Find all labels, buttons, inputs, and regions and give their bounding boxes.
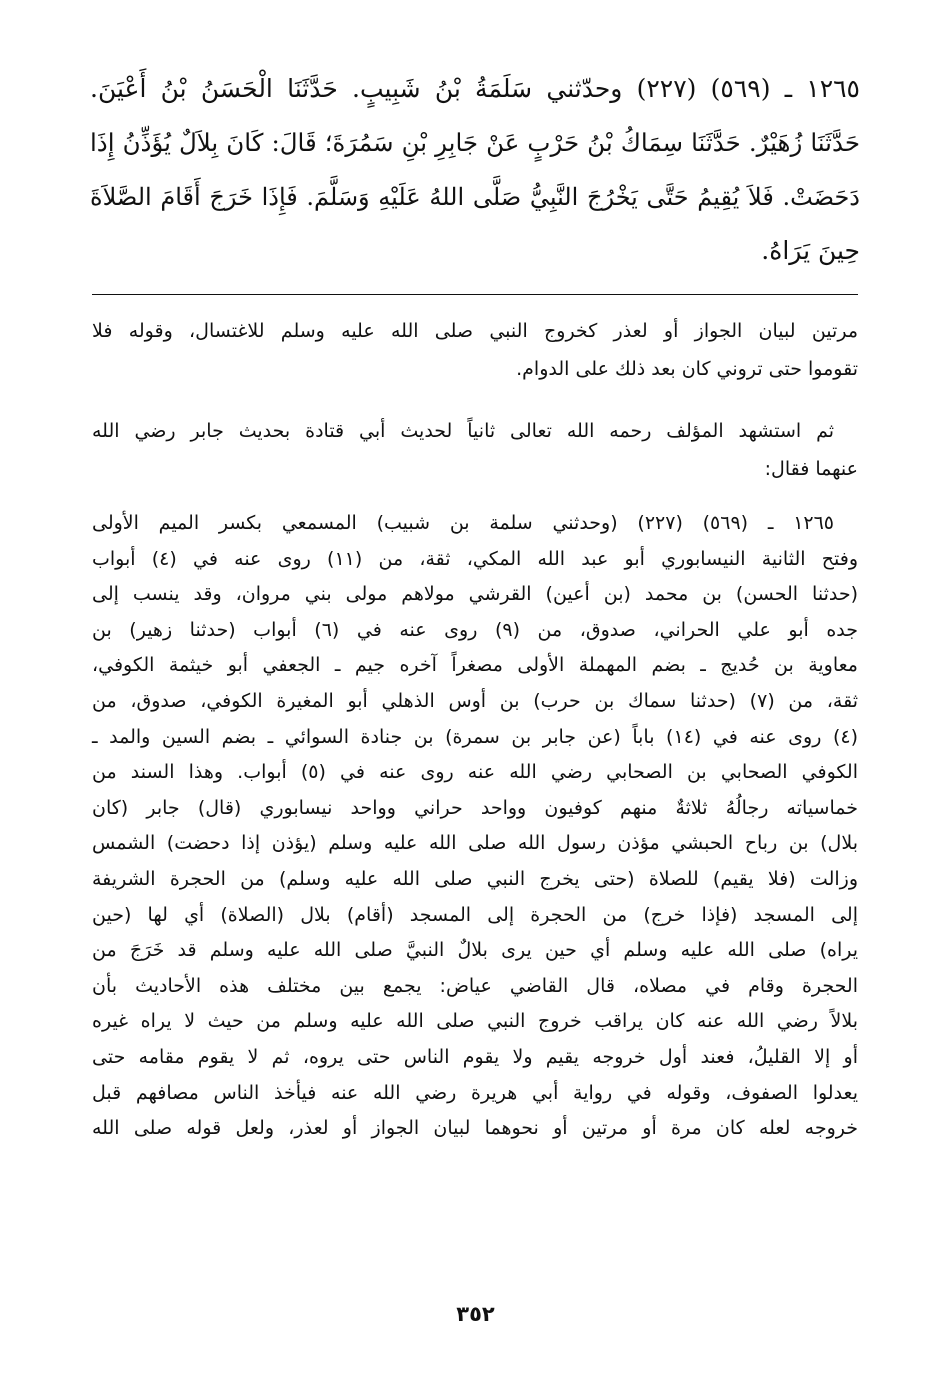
commentary-line: أو إلا القليلُ، فعند أول خروجه يقيم ولا يقوم الناس حتى يروه، ثم لا يقوم مقامه حتى	[92, 1045, 858, 1068]
commentary-line: يعدلوا الصفوف، وقوله في رواية أبي هريرة رضي الله عنه فيأخذ الناس مصافهم قبل	[92, 1081, 858, 1104]
commentary-line: بلال) بن رباح الحبشي مؤذن رسول الله صلى الله عليه وسلم (يؤذن إذا دحضت) الشمس	[92, 832, 858, 855]
commentary-line: بلالاً رضي الله عنه كان يراقب خروج النبي صلى الله عليه وسلم من حيث لا يراه غيره	[92, 1010, 858, 1033]
commentary-line: (حدثنا الحسن) بن محمد (بن أعين) القرشي مولاهم مولى بني مروان، وقد ينسب إلى	[92, 583, 858, 606]
hadith-line: حِينَ يَرَاهُ.	[761, 236, 860, 265]
commentary-line: يراه) صلى الله عليه وسلم أي حين يرى بلالٌ النبيَّ صلى الله عليه وسلم قد خَرَجَ من	[92, 939, 858, 962]
commentary-line: مرتين لبيان الجواز أو لعذر كخروج النبي صلى الله عليه وسلم للاغتسال، وقوله فلا	[92, 320, 858, 342]
commentary-paragraph	[92, 412, 858, 488]
commentary-line: جده أبو علي الحراني، صدوق، من (٩) روى عنه في (٦) أبواب (حدثنا زهير) بن	[92, 618, 858, 641]
hadith-line: حَدَّثَنَا زُهَيْرٌ. حَدَّثَنَا سِمَاكُ بْنُ حَرْبٍ عَنْ جَابِرِ بْنِ سَمُرَةَ؛ قَالَ: كَانَ بِلاَلٌ يُؤَذِّنُ إِذَا	[90, 128, 860, 157]
commentary-line: إلى المسجد (فإذا خرج) من الحجرة إلى المسجد (أقام) بلال (الصلاة) أي لها (حين	[92, 903, 858, 926]
page-number: ٣٥٢	[456, 1302, 495, 1326]
commentary-line: عنهما فقال:	[764, 458, 858, 480]
commentary-line: وزالت (فلا يقيم) للصلاة (حتى يخرج النبي صلى الله عليه وسلم) من الحجرة الشريفة	[92, 867, 858, 890]
commentary-line: الحجرة وقام في مصلاه، قال القاضي عياض: يجمع بين مختلف هذه الأحاديث بأن	[92, 974, 858, 997]
commentary-paragraph	[92, 312, 858, 388]
commentary-line: الكوفي الصحابي بن الصحابي رضي الله عنه روى عنه في (٥) أبواب. وهذا السند من	[92, 761, 858, 784]
commentary-paragraph	[92, 506, 858, 1147]
commentary-line: وفتح الثانية النيسابوري أبو عبد الله المكي، ثقة، من (١١) روى عنه في (٤) أبواب	[92, 547, 858, 570]
commentary-line: تقوموا حتى تروني كان بعد ذلك على الدوام.	[516, 358, 858, 380]
commentary-line: خماسياته رجالُهُ ثلاثةٌ منهم كوفيون وواحد حراني وواحد نيسابوري (قال) جابر (كان	[92, 796, 858, 819]
section-divider	[92, 294, 858, 295]
hadith-line: ١٢٦٥ ـ (٥٦٩) (٢٢٧) وحدّثني سَلَمَةُ بْنُ شَبِيبٍ. حَدَّثَنَا الْحَسَنُ بْنُ أَعْيَنَ.	[90, 74, 860, 103]
hadith-line: دَحَضَتْ. فَلاَ يُقِيمُ حَتَّى يَخْرُجَ النَّبِيُّ صَلَّى اللهُ عَلَيْهِ وَسَلَّمَ. فَإِذَا خَرَجَ أَقَامَ الصَّلاَةَ	[90, 183, 860, 211]
commentary-line: ثم استشهد المؤلف رحمه الله تعالى ثانياً لحديث أبي قتادة بحديث جابر رضي الله	[92, 420, 834, 442]
commentary-line: (٤) روى عنه في (١٤) باباً (عن جابر بن سمرة) بن جنادة السوائي ـ بضم السين والمد ـ	[92, 725, 859, 748]
commentary-line: ١٢٦٥ ـ (٥٦٩) (٢٢٧) (وحدثني سلمة بن شبيب) المسمعي بكسر الميم الأولى	[92, 512, 835, 534]
commentary-line: معاوية بن حُديج ـ بضم المهملة الأولى مصغراً آخره جيم ـ الجعفي أبو خيثمة الكوفي،	[92, 654, 858, 677]
hadith-text	[90, 62, 860, 278]
commentary-line: ثقة، من (٧) (حدثنا سماك بن حرب) بن أوس الذهلي أبو المغيرة الكوفي، صدوق، من	[92, 689, 859, 712]
commentary-line: خروجه لعله كان مرة أو مرتين أو نحوهما لبيان الجواز أو لعذر، ولعل قوله صلى الله	[92, 1117, 858, 1140]
